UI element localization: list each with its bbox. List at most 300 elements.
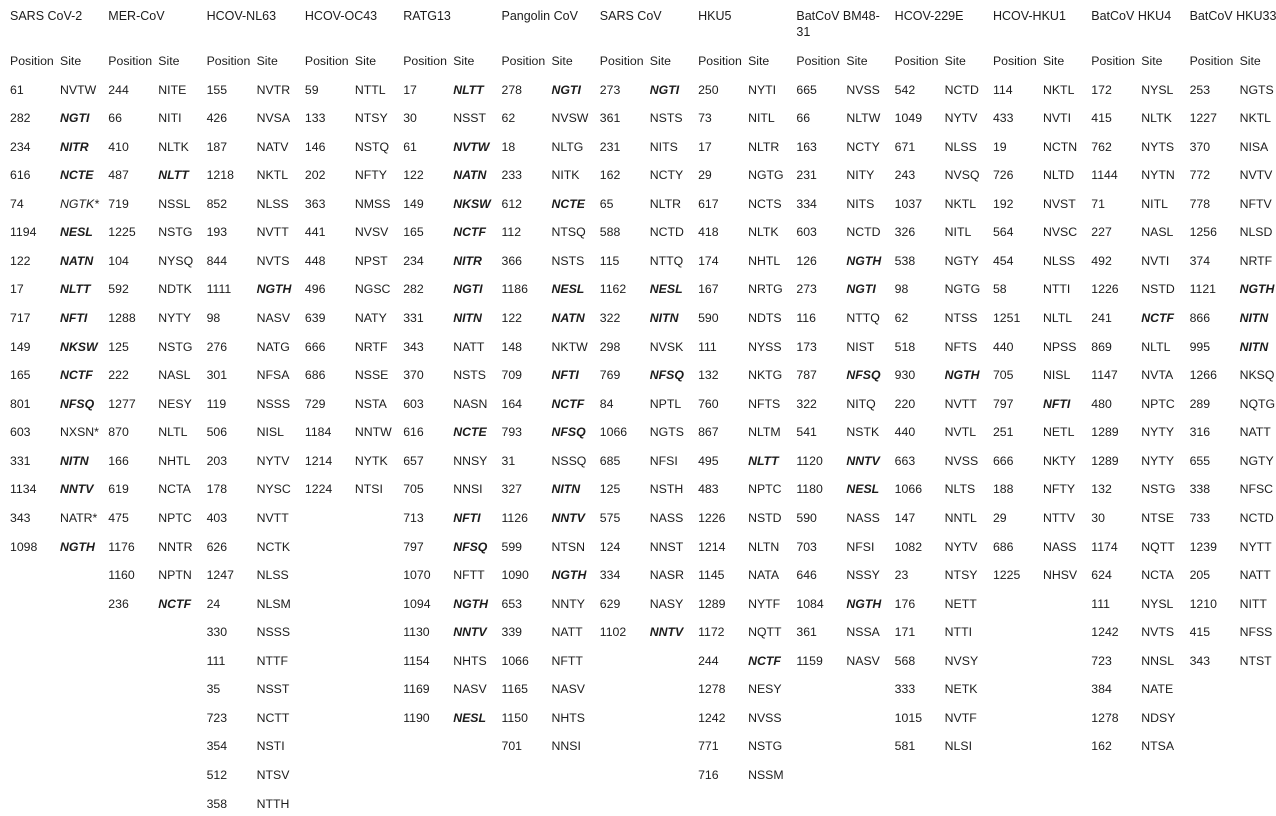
- site-value: NVSY: [944, 653, 979, 668]
- position-value: 542: [894, 82, 916, 97]
- position-value: 241: [1091, 311, 1112, 325]
- site-value: NRTG: [748, 282, 783, 297]
- site-value: NATR*: [60, 510, 98, 525]
- col-entries: [796, 83, 894, 683]
- site-value: NSTA: [354, 396, 387, 411]
- position-value: 1278: [1091, 710, 1119, 725]
- site-value: NSTH: [649, 482, 684, 497]
- position-value: 575: [599, 510, 621, 525]
- position-value: 174: [698, 253, 719, 268]
- position-value: 1227: [1189, 111, 1217, 126]
- position-value: 797: [992, 396, 1014, 411]
- position-value: 1251: [992, 311, 1021, 325]
- table-row: [108, 282, 206, 311]
- table-row: [993, 140, 1091, 169]
- position-value: 149: [403, 196, 424, 211]
- table-row: [305, 425, 403, 454]
- col-entries: [10, 83, 108, 569]
- site-value: NGTH: [846, 253, 882, 268]
- position-value: 1180: [796, 482, 823, 497]
- table-row: [895, 711, 993, 740]
- table-row: [600, 597, 698, 626]
- table-row: [403, 597, 501, 626]
- col-entries: [698, 83, 796, 797]
- position-value: 612: [501, 196, 523, 211]
- site-value: NFSQ: [551, 425, 586, 440]
- table-row: [207, 568, 305, 597]
- position-value: 1162: [599, 282, 627, 297]
- position-value: 626: [206, 539, 228, 554]
- column-headers: [108, 54, 206, 83]
- site-value: NCTN: [1042, 139, 1078, 154]
- position-value: 581: [894, 739, 916, 754]
- table-row: [501, 311, 599, 340]
- position-value: 1084: [796, 596, 824, 611]
- site-value: NVTL: [944, 425, 977, 440]
- site-value: NFTY: [1042, 482, 1076, 497]
- site-value: NSTD: [1141, 282, 1175, 297]
- table-row: [796, 511, 894, 540]
- position-value: 1176: [108, 539, 135, 554]
- site-value: NVTT: [256, 225, 289, 240]
- position-value: 616: [403, 425, 424, 440]
- position-value: 653: [501, 596, 523, 611]
- site-value: NISA: [1239, 139, 1269, 154]
- table-row: [600, 254, 698, 283]
- position-value: 112: [501, 225, 522, 240]
- table-row: [895, 254, 993, 283]
- site-value: NSTG: [158, 339, 193, 354]
- position-value: 73: [698, 111, 712, 126]
- position-value: 282: [10, 111, 31, 126]
- table-row: [403, 225, 501, 254]
- site-value: NCTF: [551, 396, 585, 411]
- position-value: 172: [1091, 82, 1112, 97]
- position-value: 1289: [1091, 425, 1119, 440]
- position-value: 361: [599, 111, 621, 126]
- position-value: 1082: [894, 539, 923, 554]
- site-value: NITQ: [846, 396, 876, 411]
- site-value: NVTR: [256, 82, 291, 97]
- site-value: NNTL: [944, 510, 977, 525]
- site-value: NYTY: [1141, 425, 1175, 440]
- site-value: NNTV: [649, 625, 684, 640]
- table-row: [698, 482, 796, 511]
- position-value: 797: [403, 539, 424, 554]
- site-value: NATA: [748, 568, 780, 583]
- col-entries: [108, 83, 206, 626]
- site-header: Site: [551, 54, 573, 68]
- table-row: [600, 511, 698, 540]
- table-row: [501, 254, 599, 283]
- table-row: [895, 625, 993, 654]
- position-value: 1070: [403, 568, 431, 583]
- position-value: 415: [1189, 625, 1211, 640]
- table-row: [10, 368, 108, 397]
- virus-name: SARS CoV: [599, 9, 662, 23]
- table-row: [501, 140, 599, 169]
- table-row: [501, 225, 599, 254]
- table-row: [108, 597, 206, 626]
- site-value: NYSQ: [158, 253, 194, 268]
- table-row: [796, 111, 894, 140]
- table-row: [895, 482, 993, 511]
- table-row: [1190, 111, 1276, 140]
- site-value: NITT: [1239, 596, 1267, 611]
- site-value: NFSA: [256, 368, 290, 383]
- position-header: Position: [1189, 54, 1234, 68]
- site-value: NKSW: [453, 196, 491, 211]
- position-value: 125: [108, 339, 129, 354]
- column-headers: [10, 54, 108, 83]
- position-value: 1037: [894, 196, 923, 211]
- position-value: 334: [599, 568, 621, 583]
- position-value: 603: [796, 225, 817, 240]
- position-value: 1239: [1189, 539, 1217, 554]
- table-row: [796, 83, 894, 112]
- table-row: [501, 168, 599, 197]
- position-value: 234: [403, 253, 424, 268]
- site-value: NISL: [256, 425, 284, 440]
- site-value: NFTT: [551, 653, 583, 668]
- position-value: 772: [1189, 168, 1211, 183]
- position-value: 166: [108, 453, 129, 468]
- position-value: 1121: [1189, 282, 1217, 297]
- position-value: 244: [698, 653, 719, 668]
- table-row: [207, 597, 305, 626]
- table-row: [1091, 625, 1189, 654]
- site-value: NLTT: [60, 282, 91, 297]
- site-value: NGTI: [60, 111, 90, 126]
- site-value: NLTL: [1141, 339, 1171, 354]
- site-value: NTTF: [256, 653, 289, 668]
- site-value: NESL: [551, 282, 585, 297]
- virus-name: Pangolin CoV: [501, 9, 578, 23]
- site-value: NASL: [158, 368, 191, 383]
- position-value: 111: [1091, 596, 1110, 611]
- table-row: [1091, 682, 1189, 711]
- table-row: [207, 797, 305, 816]
- position-value: 440: [894, 425, 916, 440]
- position-value: 1098: [10, 539, 38, 554]
- position-header: Position: [501, 54, 546, 68]
- site-value: NTTQ: [846, 311, 880, 325]
- table-row: [1190, 625, 1276, 654]
- position-value: 30: [403, 111, 417, 126]
- table-row: [501, 425, 599, 454]
- site-value: NPTC: [748, 482, 782, 497]
- table-row: [796, 311, 894, 340]
- position-value: 433: [992, 111, 1014, 126]
- site-value: NIST: [846, 339, 875, 354]
- site-value: NSSS: [256, 625, 291, 640]
- table-row: [1190, 168, 1276, 197]
- site-value: NATN: [453, 168, 487, 183]
- site-value: NNTY: [551, 596, 585, 611]
- position-value: 17: [10, 282, 24, 297]
- table-row: [1190, 597, 1276, 626]
- position-value: 1214: [304, 453, 333, 468]
- table-row: [1091, 597, 1189, 626]
- position-value: 243: [894, 168, 916, 183]
- table-row: [403, 682, 501, 711]
- position-value: 719: [108, 196, 129, 211]
- table-row: [993, 482, 1091, 511]
- site-value: NKSQ: [1239, 368, 1275, 383]
- site-value: NCTE: [551, 196, 585, 211]
- site-header: Site: [1239, 54, 1261, 68]
- position-value: 234: [10, 139, 31, 154]
- position-value: 330: [206, 625, 228, 640]
- position-value: 1134: [10, 482, 37, 497]
- table-row: [993, 397, 1091, 426]
- site-value: NSST: [453, 111, 486, 126]
- position-value: 148: [501, 339, 523, 354]
- site-value: NLTN: [748, 539, 780, 554]
- position-value: 30: [1091, 510, 1105, 525]
- table-row: [698, 682, 796, 711]
- position-header: Position: [894, 54, 939, 68]
- site-value: NDSY: [1141, 710, 1176, 725]
- table-row: [600, 568, 698, 597]
- table-row: [305, 340, 403, 369]
- table-row: [207, 397, 305, 426]
- site-value: NNTV: [60, 482, 94, 497]
- site-value: NVTT: [256, 510, 289, 525]
- site-value: NVSV: [354, 225, 389, 240]
- table-row: [1190, 540, 1276, 569]
- position-value: 1126: [501, 510, 528, 525]
- table-row: [698, 340, 796, 369]
- table-row: [403, 654, 501, 683]
- position-value: 203: [206, 453, 228, 468]
- table-row: [895, 454, 993, 483]
- position-value: 1169: [403, 682, 430, 697]
- table-row: [108, 425, 206, 454]
- position-value: 339: [501, 625, 523, 640]
- site-value: NTSI: [354, 482, 383, 497]
- column-headers: [600, 54, 698, 83]
- position-header: Position: [796, 54, 841, 68]
- table-row: [10, 540, 108, 569]
- table-row: [108, 568, 206, 597]
- position-value: 338: [1189, 482, 1211, 497]
- site-value: NSTG: [1141, 482, 1176, 497]
- col-entries: [993, 83, 1091, 597]
- position-header: Position: [403, 54, 447, 68]
- site-value: NKTL: [944, 196, 977, 211]
- position-value: 655: [1189, 453, 1211, 468]
- table-row: [600, 625, 698, 654]
- site-value: NASS: [1042, 539, 1077, 554]
- site-value: NNTW: [354, 425, 392, 440]
- position-value: 1190: [403, 710, 430, 725]
- table-row: [108, 197, 206, 226]
- site-value: NVSA: [256, 111, 291, 126]
- table-row: [796, 482, 894, 511]
- table-row: [993, 282, 1091, 311]
- table-row: [796, 140, 894, 169]
- table-row: [600, 340, 698, 369]
- site-value: NITN: [1239, 339, 1269, 354]
- position-value: 1049: [894, 111, 923, 126]
- table-row: [501, 597, 599, 626]
- site-value: NLSM: [256, 596, 291, 611]
- position-value: 202: [304, 168, 326, 183]
- position-header: Position: [599, 54, 644, 68]
- table-row: [207, 711, 305, 740]
- table-row: [305, 140, 403, 169]
- virus-column: [796, 0, 894, 816]
- table-row: [600, 397, 698, 426]
- position-header: Position: [108, 54, 153, 68]
- site-value: NKTG: [748, 368, 783, 383]
- column-headers: [698, 54, 796, 83]
- position-value: 475: [108, 510, 129, 525]
- position-value: 403: [206, 510, 228, 525]
- position-value: 147: [894, 510, 916, 525]
- site-header: Site: [158, 54, 180, 68]
- site-value: NMSS: [354, 196, 391, 211]
- table-row: [108, 83, 206, 112]
- position-value: 663: [894, 453, 916, 468]
- position-value: 122: [403, 168, 424, 183]
- table-row: [1190, 225, 1276, 254]
- site-value: NLTD: [1042, 168, 1075, 183]
- virus-column: [501, 0, 599, 816]
- position-value: 1226: [698, 510, 726, 525]
- position-value: 716: [698, 768, 719, 782]
- virus-name: BatCoV BM48-31: [796, 9, 880, 39]
- site-value: NLTM: [748, 425, 781, 440]
- position-value: 1186: [501, 282, 528, 297]
- site-value: NTTV: [1042, 510, 1076, 525]
- position-value: 24: [206, 596, 221, 611]
- position-value: 222: [108, 368, 129, 383]
- position-value: 1247: [206, 568, 234, 583]
- table-row: [796, 625, 894, 654]
- position-value: 149: [10, 339, 31, 354]
- position-value: 343: [10, 510, 31, 525]
- site-value: NCTT: [256, 710, 290, 725]
- site-value: NCTY: [846, 139, 880, 154]
- position-value: 178: [206, 482, 228, 497]
- position-value: 133: [304, 111, 326, 126]
- site-value: NLTR: [748, 139, 780, 154]
- position-value: 188: [992, 482, 1014, 497]
- table-row: [501, 111, 599, 140]
- table-row: [207, 140, 305, 169]
- table-row: [1091, 540, 1189, 569]
- site-value: NKTL: [1239, 111, 1271, 126]
- table-row: [10, 83, 108, 112]
- position-value: 1066: [894, 482, 923, 497]
- table-row: [895, 83, 993, 112]
- site-value: NFTI: [453, 510, 481, 525]
- site-value: NATT: [453, 339, 485, 354]
- position-value: 1277: [108, 396, 136, 411]
- position-value: 492: [1091, 253, 1112, 268]
- position-value: 686: [304, 368, 326, 383]
- position-value: 122: [501, 311, 523, 325]
- site-value: NVSW: [551, 111, 589, 126]
- site-value: NESL: [453, 710, 486, 725]
- site-value: NYSS: [748, 339, 782, 354]
- position-value: 495: [698, 453, 719, 468]
- site-value: NFTV: [1239, 196, 1272, 211]
- table-row: [501, 482, 599, 511]
- table-row: [1190, 254, 1276, 283]
- table-row: [895, 568, 993, 597]
- table-row: [108, 368, 206, 397]
- table-row: [207, 454, 305, 483]
- site-value: NKTL: [1042, 82, 1075, 97]
- column-headers: [501, 54, 599, 83]
- table-row: [1091, 368, 1189, 397]
- table-row: [108, 397, 206, 426]
- table-row: [600, 540, 698, 569]
- table-row: [993, 340, 1091, 369]
- position-value: 1218: [206, 168, 234, 183]
- table-row: [207, 197, 305, 226]
- table-row: [1091, 568, 1189, 597]
- position-value: 250: [698, 82, 719, 97]
- position-header: Position: [698, 54, 742, 68]
- site-value: NESL: [649, 282, 683, 297]
- site-value: NATE: [1141, 682, 1174, 697]
- site-value: NLTW: [846, 111, 881, 126]
- position-value: 930: [894, 368, 916, 383]
- table-row: [207, 425, 305, 454]
- site-value: NSSA: [846, 625, 880, 640]
- site-value: NGTG: [944, 282, 981, 297]
- position-value: 762: [1091, 139, 1112, 154]
- site-value: NVSK: [649, 339, 684, 354]
- site-value: NVTI: [1141, 253, 1170, 268]
- table-row: [108, 540, 206, 569]
- site-value: NSTS: [551, 253, 585, 268]
- site-header: Site: [1042, 54, 1065, 68]
- position-value: 19: [992, 139, 1007, 154]
- position-value: 354: [206, 739, 228, 754]
- site-value: NLTT: [453, 82, 484, 97]
- position-header: Position: [304, 54, 349, 68]
- position-value: 512: [206, 768, 228, 782]
- table-row: [10, 454, 108, 483]
- position-value: 723: [1091, 653, 1112, 668]
- position-value: 18: [501, 139, 516, 154]
- position-value: 592: [108, 282, 129, 297]
- site-value: NGTI: [846, 282, 876, 297]
- table-row: [10, 197, 108, 226]
- table-row: [10, 397, 108, 426]
- site-value: NGTS: [1239, 82, 1274, 97]
- position-value: 176: [894, 596, 916, 611]
- site-value: NGTK*: [60, 196, 99, 211]
- table-row: [1091, 225, 1189, 254]
- table-row: [698, 83, 796, 112]
- site-value: NFSQ: [846, 368, 881, 383]
- column-headers: [895, 54, 993, 83]
- site-header: Site: [944, 54, 966, 68]
- site-value: NNST: [649, 539, 684, 554]
- table-row: [207, 168, 305, 197]
- site-value: NCTD: [944, 82, 979, 97]
- site-value: NYSL: [1141, 596, 1174, 611]
- position-value: 1225: [108, 225, 136, 240]
- position-value: 164: [501, 396, 523, 411]
- position-value: 227: [1091, 225, 1112, 240]
